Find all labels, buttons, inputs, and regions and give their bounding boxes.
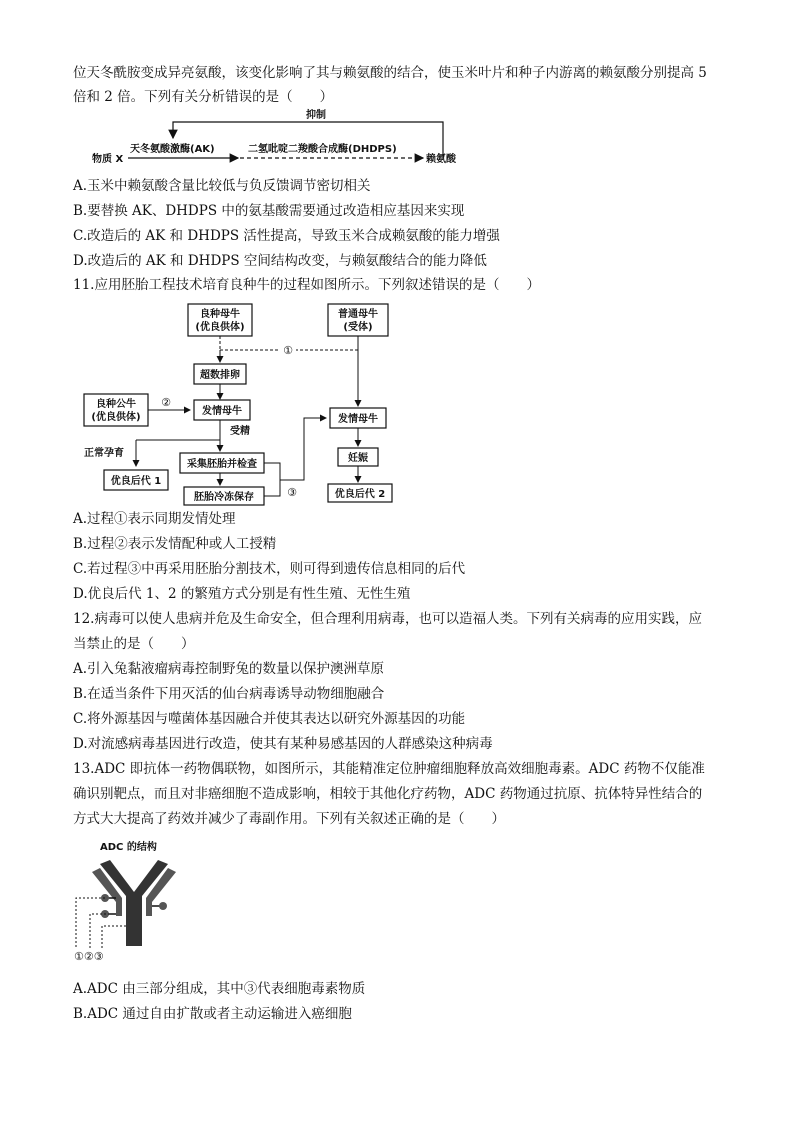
inhibit-label: 抑制 [306, 110, 326, 121]
q10-option-a: A.玉米中赖氨酸含量比较低与负反馈调节密切相关 [73, 178, 371, 194]
q13-option-b: B.ADC 通过自由扩散或者主动运输进入癌细胞 [73, 1006, 352, 1022]
q11-option-d: D.优良后代 1、2 的繁殖方式分别是有性生殖、无性生殖 [73, 586, 411, 602]
enzyme-ak-label: 天冬氨酸激酶(AK) [130, 144, 215, 155]
superovulation-label: 超数排卵 [200, 370, 240, 381]
adc-title: ADC 的结构 [100, 842, 157, 853]
q10-pathway-diagram [88, 108, 488, 176]
q12-option-d: D.对流感病毒基因进行改造，使其有某种易感基因的人群感染这种病毒 [73, 736, 493, 752]
q10-option-c: C.改造后的 AK 和 DHDPS 活性提高，导致玉米合成赖氨酸的能力增强 [73, 228, 500, 244]
q13-stem-line2: 确识别靶点，而且对非癌细胞不造成影响，相较于其他化疗药物，ADC 药物通过抗原、抗体特异性结合的 [73, 786, 703, 802]
q10-option-d: D.改造后的 AK 和 DHDPS 空间结构改变，与赖氨酸结合的能力降低 [73, 253, 487, 269]
fertilize-label: 受精 [230, 426, 250, 437]
q13-stem-line1: 13.ADC 即抗体一药物偶联物，如图所示，其能精准定位肿瘤细胞释放高效细胞毒素。ADC 药物不仅能准 [73, 761, 705, 777]
recipient-cow-sub: (受体) [343, 322, 373, 333]
q11-option-a: A.过程①表示同期发情处理 [73, 511, 236, 527]
q13-option-a: A.ADC 由三部分组成，其中③代表细胞毒素物质 [73, 981, 366, 997]
enzyme-dhdps-label: 二氢吡啶二羧酸合成酶(DHDPS) [248, 144, 397, 155]
collect-embryo-label: 采集胚胎并检查 [187, 459, 257, 470]
q12-option-c: C.将外源基因与噬菌体基因融合并使其表达以研究外源基因的功能 [73, 711, 466, 727]
freeze-embryo-label: 胚胎冷冻保存 [194, 492, 254, 503]
offspring1-label: 优良后代 1 [110, 476, 162, 487]
bull-label: 良种公牛 [96, 399, 136, 410]
donor-cow-label: 良种母牛 [200, 309, 240, 320]
q11-option-c: C.若过程③中再采用胚胎分割技术，则可得到遗传信息相同的后代 [73, 561, 466, 577]
step-3-label: ③ [287, 486, 297, 499]
q10-stem-line2: 倍和 2 倍。下列有关分析错误的是（ ） [73, 89, 334, 105]
lysine-label: 赖氨酸 [426, 154, 456, 165]
step-1-label: ① [283, 344, 293, 357]
q13-adc-structure-diagram [70, 836, 200, 970]
q11-stem: 11.应用胚胎工程技术培育良种牛的过程如图所示。下列叙述错误的是（ ） [73, 277, 540, 293]
q12-stem-line1: 12.病毒可以使人患病并危及生命安全，但合理利用病毒，也可以造福人类。下列有关病毒的应用实践，应 [73, 611, 702, 627]
q10-option-b: B.要替换 AK、DHDPS 中的氨基酸需要通过改造相应基因来实现 [73, 203, 465, 219]
offspring2-label: 优良后代 2 [334, 489, 386, 500]
q12-stem-line2: 当禁止的是（ ） [73, 636, 195, 652]
q12-option-a: A.引入兔黏液瘤病毒控制野兔的数量以保护澳洲草原 [73, 661, 385, 677]
bull-sub: (优良供体) [91, 412, 141, 423]
q11-option-b: B.过程②表示发情配种或人工授精 [73, 536, 277, 552]
payload-dot-right [159, 902, 167, 910]
q10-stem-line1: 位天冬酰胺变成异亮氨酸，该变化影响了其与赖氨酸的结合，使玉米叶片和种子内游离的赖氨酸分别提高 5 [73, 65, 707, 81]
q13-stem-line3: 方式大大提高了药效并减少了毒副作用。下列有关叙述正确的是（ ） [73, 811, 505, 827]
q11-embryo-flow-diagram [80, 300, 420, 514]
normal-pregnancy-label: 正常孕育 [84, 448, 124, 459]
step-2-label: ② [161, 396, 171, 409]
substrate-x-label: 物质 X [92, 154, 124, 165]
estrus-cow-left-label: 发情母牛 [202, 406, 242, 417]
estrus-cow-right-label: 发情母牛 [338, 414, 378, 425]
q12-option-b: B.在适当条件下用灭活的仙台病毒诱导动物细胞融合 [73, 686, 385, 702]
pregnancy-label: 妊娠 [348, 453, 368, 464]
donor-cow-sub: (优良供体) [195, 322, 245, 333]
recipient-cow-label: 普通母牛 [338, 309, 378, 320]
adc-part-labels: ①②③ [74, 950, 104, 963]
